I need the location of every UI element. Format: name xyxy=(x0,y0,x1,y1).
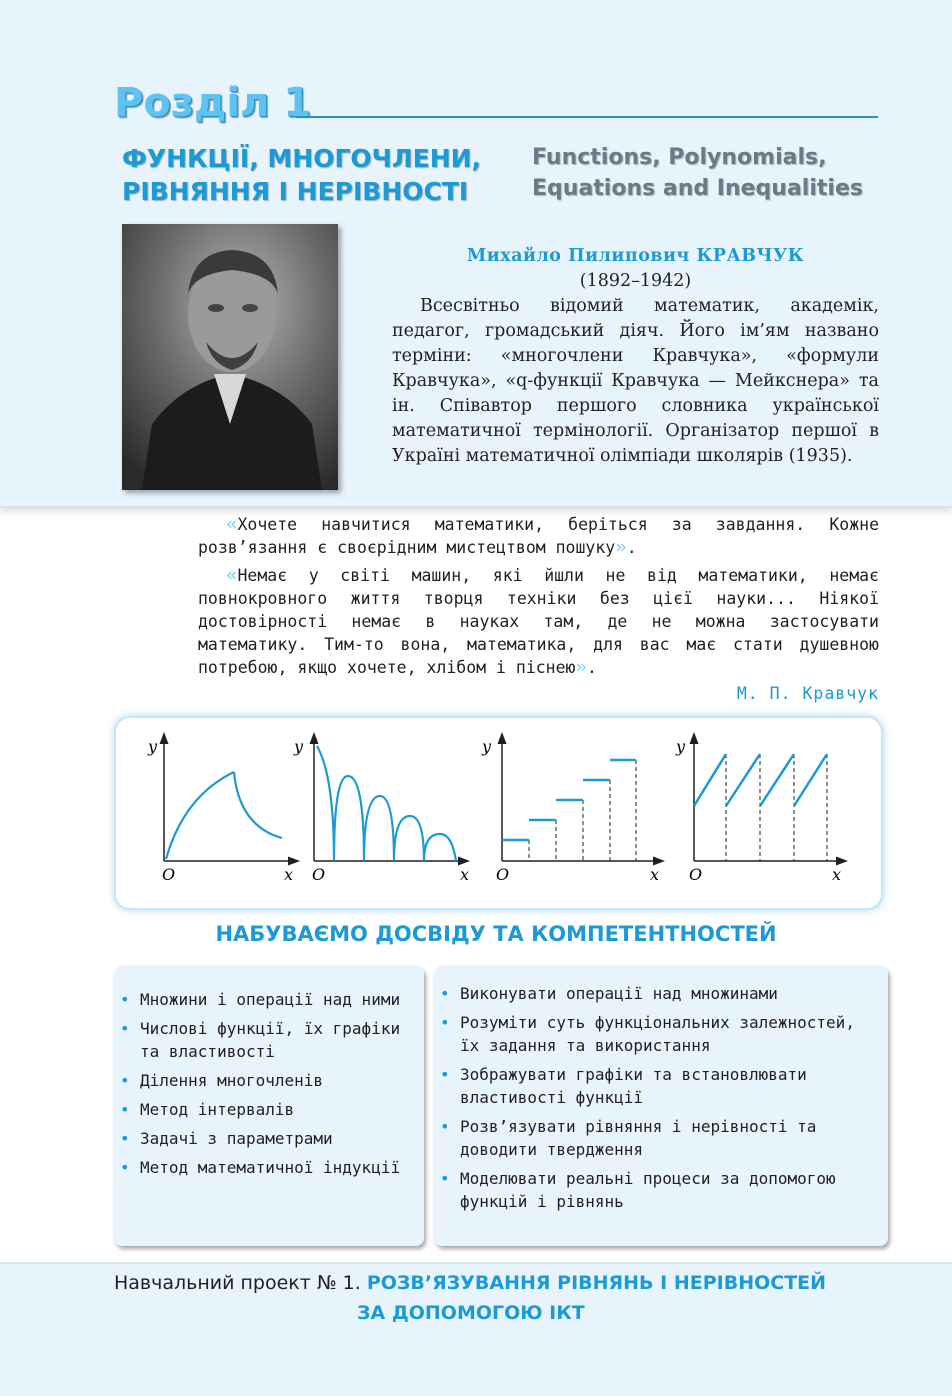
bullet-icon: • xyxy=(120,990,130,1009)
graph-1-y-label: y xyxy=(148,737,158,756)
graph-4-x-label: x xyxy=(832,865,842,884)
topics-panel xyxy=(114,966,424,1246)
chapter-label: Розділ 1 xyxy=(114,80,312,126)
graph-3-steps xyxy=(502,760,636,840)
bio-years: (1892–1942) xyxy=(579,271,692,291)
bullet-icon: • xyxy=(120,1019,130,1038)
bullet-icon: • xyxy=(440,1117,450,1136)
competence-heading: НАБУВАЄМО ДОСВІДУ ТА КОМПЕТЕНТНОСТЕЙ xyxy=(215,922,777,946)
list-item-text: Моделювати реальні процеси за допомогою функцій і рівнянь xyxy=(460,1169,836,1211)
bullet-icon: • xyxy=(440,1065,450,1084)
list-item-text: Множини і операції над ними xyxy=(140,990,401,1009)
graph-1-x-label: x xyxy=(284,865,294,884)
chapter-title-en-line1: Functions, Polynomials, xyxy=(532,145,827,170)
list-item xyxy=(114,1017,416,1063)
list-item-text: Числові функції, їх графіки та властивості xyxy=(140,1019,401,1061)
list-item-text: Задачі з параметрами xyxy=(140,1129,333,1148)
list-item-text: Зображувати графіки та встановлювати властивості функції xyxy=(460,1065,807,1107)
list-item xyxy=(114,1069,416,1092)
bullet-icon: • xyxy=(440,1169,450,1188)
bullet-icon: • xyxy=(120,1158,130,1177)
list-item xyxy=(434,1063,880,1109)
graph-3-origin-label: O xyxy=(496,865,510,884)
quotes-block xyxy=(198,513,879,705)
list-item-text: Метод інтервалів xyxy=(140,1100,295,1119)
graph-3 xyxy=(481,737,659,884)
graph-4-origin-label: O xyxy=(689,865,703,884)
list-item xyxy=(434,1011,880,1057)
quote-close-mark: » xyxy=(575,656,587,678)
list-item xyxy=(114,1156,416,1179)
list-item-text: Ділення многочленів xyxy=(140,1071,324,1090)
chapter-title-uk-line1: ФУНКЦІЇ, МНОГОЧЛЕНИ, xyxy=(122,144,482,173)
list-item xyxy=(434,982,880,1005)
bullet-icon: • xyxy=(120,1071,130,1090)
quote-close-mark: » xyxy=(615,536,627,558)
list-item xyxy=(114,1098,416,1121)
skills-panel xyxy=(434,966,888,1246)
bio-name: Михайло Пилипович КРАВЧУК xyxy=(466,246,805,266)
portrait-illustration xyxy=(122,224,338,490)
graph-2-origin-label: O xyxy=(312,865,326,884)
list-item-text: Розв’язувати рівняння і нерівності та доводити твердження xyxy=(460,1117,817,1159)
graph-1-curve-decay xyxy=(234,772,282,838)
bullet-icon: • xyxy=(440,984,450,1003)
list-item-text: Розуміти суть функціональних залежностей, їх задання та використання xyxy=(460,1013,855,1055)
chapter-title-uk-line2: РІВНЯННЯ І НЕРІВНОСТІ xyxy=(122,177,469,206)
bullet-icon: • xyxy=(120,1100,130,1119)
graph-3-dashed-guides xyxy=(529,760,636,861)
graph-3-y-label: y xyxy=(482,737,492,756)
chapter-title-uk xyxy=(122,142,522,208)
project-label: Навчальний проект № 1. xyxy=(114,1272,361,1294)
list-item xyxy=(114,988,416,1011)
portrait-photo xyxy=(122,224,338,490)
graph-2-y-label: y xyxy=(294,737,304,756)
topics-list xyxy=(114,966,424,1179)
quote-1-text: Хочете навчитися математики, беріться за завдання. Кожне розв’язання є своєрідним мистецтвом пошуку xyxy=(198,515,879,557)
graph-1 xyxy=(147,737,294,884)
biography xyxy=(392,244,879,469)
skills-list xyxy=(434,966,888,1213)
bio-text: Всесвітньо відомий математик, академік, педагог, громадський діяч. Його ім’ям названо терміни: «многочлени Кравчука», «формули Кравчука», «q-функції Кравчука — Мейкснера» та ін. Співавтор першого словника української математичної термінології. Організатор першої в Україні математичної олімпіади школярів (1935). xyxy=(392,296,879,466)
quote-open-mark: « xyxy=(226,564,238,586)
chapter-rule xyxy=(296,116,878,118)
list-item-text: Метод математичної індукції xyxy=(140,1158,401,1177)
bullet-icon: • xyxy=(440,1013,450,1032)
list-item-text: Виконувати операції над множинами xyxy=(460,984,778,1003)
quote-1: «Хочете навчитися математики, беріться за завдання. Кожне розв’язання є своєрідним мистецтвом пошуку». xyxy=(198,513,879,558)
quote-author: М. П. Кравчук xyxy=(736,684,879,703)
list-item xyxy=(434,1115,880,1161)
graph-4 xyxy=(675,737,842,884)
graph-2 xyxy=(293,737,469,884)
quote-open-mark: « xyxy=(226,513,238,535)
project-title-line1: РОЗВ’ЯЗУВАННЯ РІВНЯНЬ І НЕРІВНОСТЕЙ xyxy=(366,1272,827,1294)
project-line xyxy=(114,1268,826,1298)
chapter-title-en-line2: Equations and Inequalities xyxy=(532,176,863,201)
list-item xyxy=(114,1127,416,1150)
project-title-line2: ЗА ДОПОМОГОЮ ІКТ xyxy=(357,1302,585,1324)
graph-4-y-label: y xyxy=(676,737,686,756)
graph-1-origin-label: O xyxy=(162,865,176,884)
graph-2-x-label: x xyxy=(460,865,470,884)
graph-3-x-label: x xyxy=(650,865,660,884)
graph-4-dashed-guides xyxy=(726,754,827,861)
graph-2-curve xyxy=(317,746,456,861)
bullet-icon: • xyxy=(120,1129,130,1148)
list-item xyxy=(434,1167,880,1213)
quote-2: «Немає у світі машин, які йшли не від математики, немає повнокровного життя творця техніки без цієї науки... Ніякої достовірності немає в науках там, де не можна застосувати математику. Тим-то вона, математика, для вас має стати душевною потребою, якщо хочете, хлібом і піснею». xyxy=(198,564,879,678)
graph-1-curve-rise xyxy=(166,772,234,859)
function-graphs xyxy=(114,716,883,910)
chapter-title-en xyxy=(532,142,892,204)
quote-2-text: Немає у світі машин, які йшли не від математики, немає повнокровного життя творця техніки без цієї науки... Ніякої достовірності немає в науках там, де не можна застосувати математику. Тим-то вона, математика, для вас має стати душевною потребою, якщо хочете, хлібом і піснею xyxy=(198,566,879,677)
